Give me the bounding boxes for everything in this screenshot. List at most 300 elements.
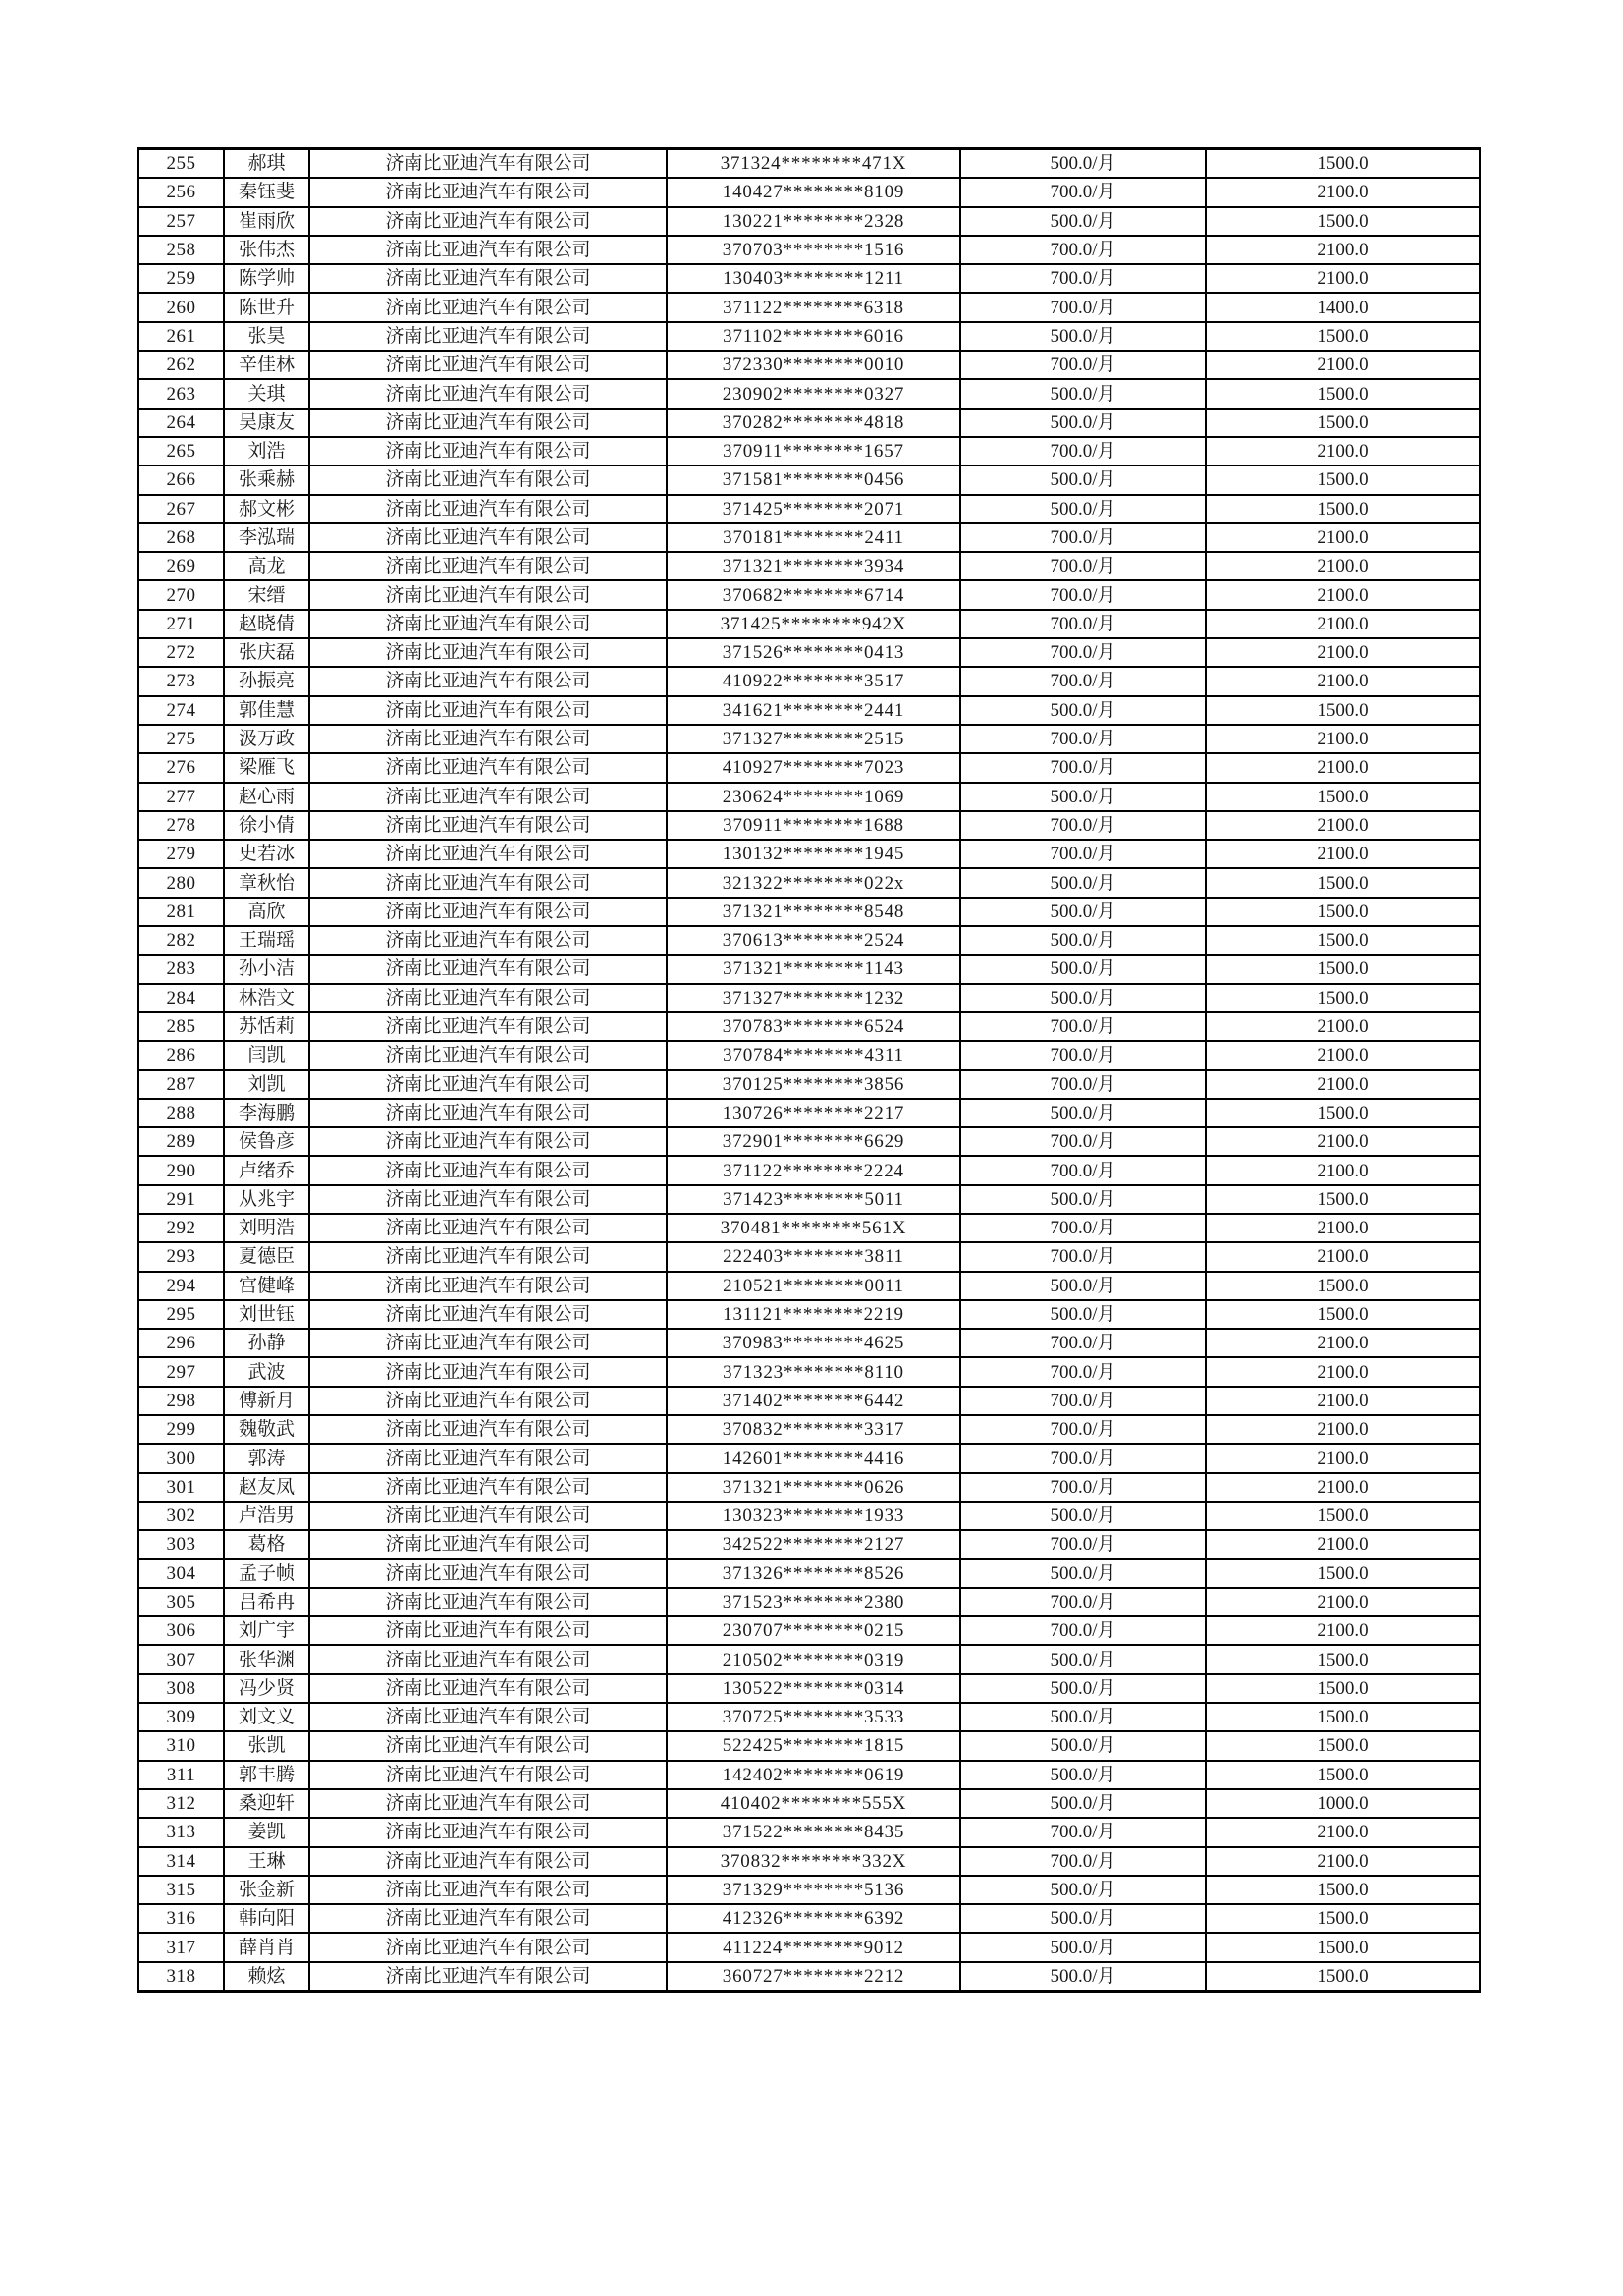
row-number-cell: 282	[138, 926, 224, 955]
subsidy-amount-cell: 1500.0	[1206, 1645, 1480, 1673]
person-name-cell: 张昊	[224, 322, 309, 351]
subsidy-standard-cell: 500.0/月	[960, 1674, 1206, 1703]
subsidy-amount-cell: 2100.0	[1206, 236, 1480, 264]
company-name-cell: 济南比亚迪汽车有限公司	[309, 840, 667, 868]
company-name-cell: 济南比亚迪汽车有限公司	[309, 610, 667, 638]
row-number-cell: 266	[138, 465, 224, 494]
table-row	[138, 984, 1480, 1012]
company-name-cell: 济南比亚迪汽车有限公司	[309, 580, 667, 609]
subsidy-standard-cell: 500.0/月	[960, 1933, 1206, 1961]
id-number-cell: 410927********7023	[667, 753, 960, 782]
subsidy-standard-cell: 700.0/月	[960, 523, 1206, 552]
person-name-cell: 武波	[224, 1357, 309, 1386]
person-name-cell: 宫健峰	[224, 1272, 309, 1300]
subsidy-amount-cell: 1500.0	[1206, 465, 1480, 494]
id-number-cell: 131121********2219	[667, 1300, 960, 1329]
company-name-cell: 济南比亚迪汽车有限公司	[309, 984, 667, 1012]
subsidy-standard-cell: 500.0/月	[960, 1559, 1206, 1588]
subsidy-standard-cell: 700.0/月	[960, 610, 1206, 638]
id-number-cell: 230707********0215	[667, 1616, 960, 1645]
id-number-cell: 321322********022x	[667, 868, 960, 897]
subsidy-standard-cell: 700.0/月	[960, 667, 1206, 695]
person-name-cell: 张庆磊	[224, 638, 309, 667]
id-number-cell: 370682********6714	[667, 580, 960, 609]
row-number-cell: 263	[138, 379, 224, 408]
table-row	[138, 465, 1480, 494]
subsidy-standard-cell: 700.0/月	[960, 1041, 1206, 1069]
table-row	[138, 638, 1480, 667]
table-row	[138, 580, 1480, 609]
subsidy-amount-cell: 2100.0	[1206, 1357, 1480, 1386]
subsidy-amount-cell: 2100.0	[1206, 1329, 1480, 1357]
person-name-cell: 徐小倩	[224, 811, 309, 840]
id-number-cell: 370983********4625	[667, 1329, 960, 1357]
person-name-cell: 崔雨欣	[224, 207, 309, 236]
id-number-cell: 370181********2411	[667, 523, 960, 552]
table-row	[138, 552, 1480, 580]
company-name-cell: 济南比亚迪汽车有限公司	[309, 1329, 667, 1357]
subsidy-standard-cell: 700.0/月	[960, 580, 1206, 609]
person-name-cell: 薛肖肖	[224, 1933, 309, 1961]
row-number-cell: 317	[138, 1933, 224, 1961]
id-number-cell: 371402********6442	[667, 1387, 960, 1415]
company-name-cell: 济南比亚迪汽车有限公司	[309, 351, 667, 379]
row-number-cell: 289	[138, 1127, 224, 1156]
table-row	[138, 1962, 1480, 1992]
person-name-cell: 孙静	[224, 1329, 309, 1357]
id-number-cell: 210521********0011	[667, 1272, 960, 1300]
subsidy-standard-cell: 700.0/月	[960, 1415, 1206, 1444]
id-number-cell: 370911********1657	[667, 437, 960, 465]
id-number-cell: 371321********1143	[667, 955, 960, 983]
table-row	[138, 1588, 1480, 1616]
row-number-cell: 259	[138, 264, 224, 293]
table-row	[138, 1876, 1480, 1904]
table-row	[138, 1502, 1480, 1530]
person-name-cell: 闫凯	[224, 1041, 309, 1069]
person-name-cell: 夏德臣	[224, 1242, 309, 1271]
subsidy-amount-cell: 2100.0	[1206, 523, 1480, 552]
subsidy-amount-cell: 2100.0	[1206, 1387, 1480, 1415]
person-name-cell: 刘凯	[224, 1070, 309, 1099]
row-number-cell: 269	[138, 552, 224, 580]
subsidy-amount-cell: 1500.0	[1206, 1731, 1480, 1760]
company-name-cell: 济南比亚迪汽车有限公司	[309, 1387, 667, 1415]
company-name-cell: 济南比亚迪汽车有限公司	[309, 1789, 667, 1818]
person-name-cell: 高欣	[224, 898, 309, 926]
person-name-cell: 宋缙	[224, 580, 309, 609]
table-row	[138, 1731, 1480, 1760]
subsidy-standard-cell: 500.0/月	[960, 1099, 1206, 1127]
subsidy-amount-cell: 1500.0	[1206, 207, 1480, 236]
id-number-cell: 370784********4311	[667, 1041, 960, 1069]
subsidy-amount-cell: 1500.0	[1206, 1559, 1480, 1588]
subsidy-amount-cell: 1500.0	[1206, 1703, 1480, 1731]
company-name-cell: 济南比亚迪汽车有限公司	[309, 207, 667, 236]
company-name-cell: 济南比亚迪汽车有限公司	[309, 1818, 667, 1846]
row-number-cell: 271	[138, 610, 224, 638]
subsidy-standard-cell: 700.0/月	[960, 1242, 1206, 1271]
person-name-cell: 傅新月	[224, 1387, 309, 1415]
subsidy-amount-cell: 2100.0	[1206, 1214, 1480, 1242]
table-row	[138, 1099, 1480, 1127]
subsidy-amount-cell: 2100.0	[1206, 264, 1480, 293]
id-number-cell: 371425********2071	[667, 495, 960, 523]
company-name-cell: 济南比亚迪汽车有限公司	[309, 149, 667, 179]
row-number-cell: 315	[138, 1876, 224, 1904]
company-name-cell: 济南比亚迪汽车有限公司	[309, 1588, 667, 1616]
table-row	[138, 264, 1480, 293]
table-row	[138, 1530, 1480, 1558]
row-number-cell: 284	[138, 984, 224, 1012]
subsidy-standard-cell: 700.0/月	[960, 1156, 1206, 1184]
table-row	[138, 725, 1480, 753]
row-number-cell: 288	[138, 1099, 224, 1127]
table-row	[138, 955, 1480, 983]
company-name-cell: 济南比亚迪汽车有限公司	[309, 409, 667, 437]
table-row	[138, 696, 1480, 725]
table-row	[138, 1300, 1480, 1329]
person-name-cell: 李海鹏	[224, 1099, 309, 1127]
table-row	[138, 1559, 1480, 1588]
subsidy-amount-cell: 2100.0	[1206, 1415, 1480, 1444]
id-number-cell: 370832********332X	[667, 1847, 960, 1876]
person-name-cell: 史若冰	[224, 840, 309, 868]
table-row	[138, 1703, 1480, 1731]
row-number-cell: 275	[138, 725, 224, 753]
id-number-cell: 371522********8435	[667, 1818, 960, 1846]
id-number-cell: 142402********0619	[667, 1761, 960, 1789]
company-name-cell: 济南比亚迪汽车有限公司	[309, 868, 667, 897]
row-number-cell: 270	[138, 580, 224, 609]
company-name-cell: 济南比亚迪汽车有限公司	[309, 437, 667, 465]
subsidy-amount-cell: 1500.0	[1206, 149, 1480, 179]
table-row	[138, 1616, 1480, 1645]
id-number-cell: 371423********5011	[667, 1185, 960, 1214]
subsidy-amount-cell: 2100.0	[1206, 1070, 1480, 1099]
id-number-cell: 371526********0413	[667, 638, 960, 667]
subsidy-amount-cell: 1500.0	[1206, 495, 1480, 523]
company-name-cell: 济南比亚迪汽车有限公司	[309, 1099, 667, 1127]
row-number-cell: 297	[138, 1357, 224, 1386]
subsidy-amount-cell: 1500.0	[1206, 696, 1480, 725]
row-number-cell: 301	[138, 1473, 224, 1502]
id-number-cell: 370725********3533	[667, 1703, 960, 1731]
person-name-cell: 魏敬武	[224, 1415, 309, 1444]
subsidy-amount-cell: 2100.0	[1206, 1616, 1480, 1645]
id-number-cell: 341621********2441	[667, 696, 960, 725]
subsidy-standard-cell: 700.0/月	[960, 1847, 1206, 1876]
subsidy-standard-cell: 500.0/月	[960, 1789, 1206, 1818]
table-row	[138, 1645, 1480, 1673]
id-number-cell: 130221********2328	[667, 207, 960, 236]
row-number-cell: 274	[138, 696, 224, 725]
id-number-cell: 370613********2524	[667, 926, 960, 955]
subsidy-amount-cell: 2100.0	[1206, 1530, 1480, 1558]
row-number-cell: 281	[138, 898, 224, 926]
person-name-cell: 吴康友	[224, 409, 309, 437]
table-row	[138, 1357, 1480, 1386]
company-name-cell: 济南比亚迪汽车有限公司	[309, 926, 667, 955]
company-name-cell: 济南比亚迪汽车有限公司	[309, 1242, 667, 1271]
person-name-cell: 卢浩男	[224, 1502, 309, 1530]
subsidy-amount-cell: 1500.0	[1206, 1761, 1480, 1789]
company-name-cell: 济南比亚迪汽车有限公司	[309, 465, 667, 494]
row-number-cell: 302	[138, 1502, 224, 1530]
subsidy-amount-cell: 2100.0	[1206, 753, 1480, 782]
id-number-cell: 371122********6318	[667, 293, 960, 321]
subsidy-standard-cell: 700.0/月	[960, 1357, 1206, 1386]
id-number-cell: 210502********0319	[667, 1645, 960, 1673]
subsidy-standard-cell: 700.0/月	[960, 1329, 1206, 1357]
person-name-cell: 卢绪乔	[224, 1156, 309, 1184]
company-name-cell: 济南比亚迪汽车有限公司	[309, 1703, 667, 1731]
table-row	[138, 1272, 1480, 1300]
subsidy-standard-cell: 500.0/月	[960, 926, 1206, 955]
company-name-cell: 济南比亚迪汽车有限公司	[309, 1876, 667, 1904]
table-row	[138, 1329, 1480, 1357]
id-number-cell: 370125********3856	[667, 1070, 960, 1099]
company-name-cell: 济南比亚迪汽车有限公司	[309, 811, 667, 840]
person-name-cell: 从兆宇	[224, 1185, 309, 1214]
subsidy-amount-cell: 1500.0	[1206, 1099, 1480, 1127]
table-row	[138, 1473, 1480, 1502]
company-name-cell: 济南比亚迪汽车有限公司	[309, 1962, 667, 1992]
subsidy-amount-cell: 2100.0	[1206, 580, 1480, 609]
id-number-cell: 410402********555X	[667, 1789, 960, 1818]
person-name-cell: 刘文义	[224, 1703, 309, 1731]
company-name-cell: 济南比亚迪汽车有限公司	[309, 667, 667, 695]
table-row	[138, 898, 1480, 926]
company-name-cell: 济南比亚迪汽车有限公司	[309, 1156, 667, 1184]
subsidy-standard-cell: 500.0/月	[960, 495, 1206, 523]
person-name-cell: 侯鲁彦	[224, 1127, 309, 1156]
subsidy-amount-cell: 1500.0	[1206, 1962, 1480, 1992]
person-name-cell: 孟子帧	[224, 1559, 309, 1588]
company-name-cell: 济南比亚迪汽车有限公司	[309, 1674, 667, 1703]
row-number-cell: 294	[138, 1272, 224, 1300]
row-number-cell: 308	[138, 1674, 224, 1703]
id-number-cell: 372330********0010	[667, 351, 960, 379]
subsidy-amount-cell: 1500.0	[1206, 898, 1480, 926]
subsidy-standard-cell: 700.0/月	[960, 1387, 1206, 1415]
row-number-cell: 255	[138, 149, 224, 179]
row-number-cell: 273	[138, 667, 224, 695]
person-name-cell: 姜凯	[224, 1818, 309, 1846]
id-number-cell: 371326********8526	[667, 1559, 960, 1588]
company-name-cell: 济南比亚迪汽车有限公司	[309, 1357, 667, 1386]
company-name-cell: 济南比亚迪汽车有限公司	[309, 638, 667, 667]
row-number-cell: 318	[138, 1962, 224, 1992]
id-number-cell: 371425********942X	[667, 610, 960, 638]
subsidy-amount-cell: 1500.0	[1206, 1904, 1480, 1933]
subsidy-standard-cell: 500.0/月	[960, 868, 1206, 897]
table-row	[138, 1847, 1480, 1876]
id-number-cell: 522425********1815	[667, 1731, 960, 1760]
subsidy-amount-cell: 1500.0	[1206, 409, 1480, 437]
row-number-cell: 290	[138, 1156, 224, 1184]
id-number-cell: 410922********3517	[667, 667, 960, 695]
company-name-cell: 济南比亚迪汽车有限公司	[309, 1616, 667, 1645]
subsidy-standard-cell: 700.0/月	[960, 293, 1206, 321]
company-name-cell: 济南比亚迪汽车有限公司	[309, 495, 667, 523]
table-row	[138, 1214, 1480, 1242]
row-number-cell: 306	[138, 1616, 224, 1645]
company-name-cell: 济南比亚迪汽车有限公司	[309, 178, 667, 206]
table-row	[138, 1242, 1480, 1271]
row-number-cell: 305	[138, 1588, 224, 1616]
subsidy-amount-cell: 2100.0	[1206, 1818, 1480, 1846]
id-number-cell: 370911********1688	[667, 811, 960, 840]
subsidy-standard-cell: 500.0/月	[960, 1962, 1206, 1992]
table-row	[138, 1012, 1480, 1041]
row-number-cell: 276	[138, 753, 224, 782]
id-number-cell: 370481********561X	[667, 1214, 960, 1242]
subsidy-amount-cell: 1500.0	[1206, 322, 1480, 351]
subsidy-amount-cell: 1500.0	[1206, 1185, 1480, 1214]
table-row	[138, 322, 1480, 351]
subsidy-amount-cell: 2100.0	[1206, 1012, 1480, 1041]
subsidy-amount-cell: 1500.0	[1206, 1876, 1480, 1904]
id-number-cell: 371321********0626	[667, 1473, 960, 1502]
table-row	[138, 1156, 1480, 1184]
row-number-cell: 295	[138, 1300, 224, 1329]
company-name-cell: 济南比亚迪汽车有限公司	[309, 1185, 667, 1214]
subsidy-amount-cell: 2100.0	[1206, 1156, 1480, 1184]
table-row	[138, 351, 1480, 379]
person-name-cell: 王琳	[224, 1847, 309, 1876]
row-number-cell: 316	[138, 1904, 224, 1933]
person-name-cell: 高龙	[224, 552, 309, 580]
subsidy-standard-cell: 700.0/月	[960, 437, 1206, 465]
person-name-cell: 刘广宇	[224, 1616, 309, 1645]
table-row	[138, 1818, 1480, 1846]
subsidy-standard-cell: 500.0/月	[960, 783, 1206, 811]
row-number-cell: 298	[138, 1387, 224, 1415]
row-number-cell: 309	[138, 1703, 224, 1731]
id-number-cell: 140427********8109	[667, 178, 960, 206]
row-number-cell: 286	[138, 1041, 224, 1069]
subsidy-standard-cell: 700.0/月	[960, 1473, 1206, 1502]
subsidy-amount-cell: 1500.0	[1206, 984, 1480, 1012]
subsidy-standard-cell: 500.0/月	[960, 984, 1206, 1012]
id-number-cell: 371324********471X	[667, 149, 960, 179]
id-number-cell: 230624********1069	[667, 783, 960, 811]
id-number-cell: 371581********0456	[667, 465, 960, 494]
row-number-cell: 311	[138, 1761, 224, 1789]
subsidy-amount-cell: 1500.0	[1206, 1933, 1480, 1961]
id-number-cell: 371321********3934	[667, 552, 960, 580]
row-number-cell: 300	[138, 1444, 224, 1472]
id-number-cell: 371327********2515	[667, 725, 960, 753]
company-name-cell: 济南比亚迪汽车有限公司	[309, 293, 667, 321]
subsidy-standard-cell: 700.0/月	[960, 1444, 1206, 1472]
subsidy-standard-cell: 500.0/月	[960, 898, 1206, 926]
subsidy-amount-cell: 1500.0	[1206, 1674, 1480, 1703]
row-number-cell: 312	[138, 1789, 224, 1818]
row-number-cell: 304	[138, 1559, 224, 1588]
person-name-cell: 赵晓倩	[224, 610, 309, 638]
subsidy-standard-cell: 700.0/月	[960, 1070, 1206, 1099]
subsidy-amount-cell: 2100.0	[1206, 638, 1480, 667]
subsidy-amount-cell: 2100.0	[1206, 1127, 1480, 1156]
subsidy-standard-cell: 500.0/月	[960, 465, 1206, 494]
subsidy-standard-cell: 700.0/月	[960, 178, 1206, 206]
company-name-cell: 济南比亚迪汽车有限公司	[309, 1012, 667, 1041]
id-number-cell: 222403********3811	[667, 1242, 960, 1271]
row-number-cell: 283	[138, 955, 224, 983]
person-name-cell: 林浩文	[224, 984, 309, 1012]
table-row	[138, 753, 1480, 782]
row-number-cell: 303	[138, 1530, 224, 1558]
subsidy-standard-cell: 500.0/月	[960, 379, 1206, 408]
row-number-cell: 313	[138, 1818, 224, 1846]
person-name-cell: 桑迎轩	[224, 1789, 309, 1818]
id-number-cell: 371327********1232	[667, 984, 960, 1012]
subsidy-amount-cell: 1400.0	[1206, 293, 1480, 321]
id-number-cell: 372901********6629	[667, 1127, 960, 1156]
company-name-cell: 济南比亚迪汽车有限公司	[309, 1415, 667, 1444]
row-number-cell: 296	[138, 1329, 224, 1357]
person-name-cell: 郭佳慧	[224, 696, 309, 725]
company-name-cell: 济南比亚迪汽车有限公司	[309, 696, 667, 725]
row-number-cell: 285	[138, 1012, 224, 1041]
table-row	[138, 926, 1480, 955]
company-name-cell: 济南比亚迪汽车有限公司	[309, 1444, 667, 1472]
row-number-cell: 291	[138, 1185, 224, 1214]
person-name-cell: 赵心雨	[224, 783, 309, 811]
table-row	[138, 840, 1480, 868]
id-number-cell: 130726********2217	[667, 1099, 960, 1127]
person-name-cell: 王瑞瑶	[224, 926, 309, 955]
person-name-cell: 郝文彬	[224, 495, 309, 523]
person-name-cell: 张伟杰	[224, 236, 309, 264]
company-name-cell: 济南比亚迪汽车有限公司	[309, 552, 667, 580]
subsidy-standard-cell: 500.0/月	[960, 1904, 1206, 1933]
subsidy-standard-cell: 700.0/月	[960, 1127, 1206, 1156]
subsidy-standard-cell: 700.0/月	[960, 753, 1206, 782]
subsidy-amount-cell: 1500.0	[1206, 1272, 1480, 1300]
table-row	[138, 1904, 1480, 1933]
company-name-cell: 济南比亚迪汽车有限公司	[309, 1300, 667, 1329]
subsidy-standard-cell: 500.0/月	[960, 1502, 1206, 1530]
person-name-cell: 吕希冉	[224, 1588, 309, 1616]
subsidy-amount-cell: 1500.0	[1206, 783, 1480, 811]
subsidy-standard-cell: 500.0/月	[960, 1876, 1206, 1904]
person-name-cell: 陈学帅	[224, 264, 309, 293]
person-name-cell: 苏恬莉	[224, 1012, 309, 1041]
person-name-cell: 孙小洁	[224, 955, 309, 983]
person-name-cell: 梁雁飞	[224, 753, 309, 782]
subsidy-amount-cell: 2100.0	[1206, 1588, 1480, 1616]
company-name-cell: 济南比亚迪汽车有限公司	[309, 753, 667, 782]
company-name-cell: 济南比亚迪汽车有限公司	[309, 1847, 667, 1876]
subsidy-amount-cell: 2100.0	[1206, 811, 1480, 840]
person-name-cell: 章秋怡	[224, 868, 309, 897]
person-name-cell: 赵友凤	[224, 1473, 309, 1502]
subsidy-standard-cell: 500.0/月	[960, 1703, 1206, 1731]
company-name-cell: 济南比亚迪汽车有限公司	[309, 1473, 667, 1502]
row-number-cell: 278	[138, 811, 224, 840]
company-name-cell: 济南比亚迪汽车有限公司	[309, 1502, 667, 1530]
id-number-cell: 370703********1516	[667, 236, 960, 264]
person-name-cell: 郭涛	[224, 1444, 309, 1472]
table-row	[138, 1415, 1480, 1444]
subsidy-standard-cell: 500.0/月	[960, 149, 1206, 179]
id-number-cell: 230902********0327	[667, 379, 960, 408]
person-name-cell: 李泓瑞	[224, 523, 309, 552]
subsidy-standard-cell: 500.0/月	[960, 207, 1206, 236]
